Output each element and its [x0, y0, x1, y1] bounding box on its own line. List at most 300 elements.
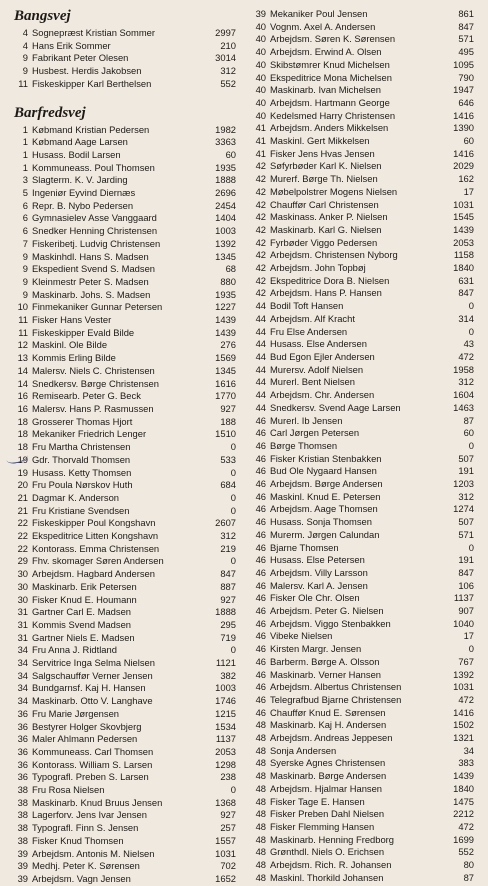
resident-name: Søfyrbøder Karl K. Nielsen — [270, 160, 382, 172]
phone-number: 312 — [220, 530, 236, 542]
phone-number: 295 — [220, 618, 236, 630]
resident-name: Møbelpolstrer Mogens Nielsen — [270, 185, 398, 197]
phone-number: 1345 — [215, 250, 236, 262]
house-number: 42 — [255, 249, 266, 261]
resident-name: Fisker Knud Thomsen — [32, 834, 124, 846]
list-item — [252, 110, 474, 123]
list-item — [252, 516, 474, 529]
resident-name: Murerl. Bent Nielsen — [270, 376, 355, 388]
house-number: 48 — [255, 782, 266, 794]
house-number: 46 — [255, 643, 266, 655]
list-item — [14, 65, 236, 78]
list-item — [14, 721, 236, 734]
phone-number: 861 — [458, 8, 474, 19]
phone-number: 3014 — [215, 52, 236, 64]
resident-name: Repr. B. Nybo Pedersen — [32, 199, 134, 211]
house-number: 1 — [22, 136, 28, 148]
phone-number: 1121 — [215, 657, 236, 669]
phone-number: 191 — [458, 465, 474, 477]
phone-number: 1404 — [215, 212, 236, 224]
list-item — [14, 314, 236, 327]
phone-number: 0 — [230, 491, 236, 503]
list-item — [252, 732, 474, 745]
list-item — [14, 530, 236, 543]
list-item — [252, 237, 474, 250]
phone-number: 0 — [230, 441, 236, 453]
phone-number: 0 — [230, 466, 236, 478]
resident-name: Malersv. Niels C. Christensen — [32, 364, 155, 376]
list-item — [252, 719, 474, 732]
list-item — [14, 428, 236, 441]
phone-number: 210 — [220, 39, 236, 51]
house-number: 46 — [255, 566, 266, 578]
resident-name: Maskinarb. Johs. S. Madsen — [32, 288, 151, 300]
house-number: 38 — [17, 834, 28, 846]
house-number: 42 — [255, 185, 266, 197]
list-item — [14, 873, 236, 886]
resident-name: Fru Else Andersen — [270, 325, 348, 337]
resident-name: Snedkersv. Svend Aage Larsen — [270, 401, 401, 413]
resident-name: Murersv. Adolf Nielsen — [270, 363, 364, 375]
phone-number: 312 — [458, 490, 474, 502]
bangsvej-list — [14, 27, 236, 91]
house-number: 42 — [255, 274, 266, 286]
list-item — [252, 376, 474, 389]
list-item — [14, 581, 236, 594]
house-number: 36 — [17, 720, 28, 732]
house-number: 39 — [17, 860, 28, 872]
phone-number: 1345 — [215, 364, 236, 376]
resident-name: Malersv. Hans P. Rasmussen — [32, 402, 154, 414]
phone-number: 1031 — [453, 198, 474, 210]
phone-number: 0 — [468, 643, 474, 655]
house-number: 48 — [255, 808, 266, 820]
phone-number: 0 — [468, 439, 474, 451]
resident-name: Salgschauffør Verner Jensen — [32, 669, 153, 681]
house-number: 46 — [255, 528, 266, 540]
house-number: 48 — [255, 821, 266, 832]
list-item — [252, 33, 474, 46]
house-number: 21 — [17, 491, 28, 503]
resident-name: Fiskeskipper Poul Kongshavn — [32, 517, 156, 529]
phone-number: 880 — [220, 275, 236, 287]
resident-name: Arbejdsm. Søren K. Sørensen — [270, 33, 396, 45]
list-item — [14, 784, 236, 797]
phone-number: 1137 — [453, 592, 474, 604]
phone-number: 507 — [458, 452, 474, 464]
resident-name: Arbejdsm. Hagbard Andersen — [32, 568, 155, 580]
phone-number: 1770 — [215, 390, 236, 402]
resident-name: Sognepræst Kristian Sommer — [32, 27, 155, 38]
house-number: 46 — [255, 554, 266, 566]
list-item — [252, 503, 474, 516]
phone-number: 314 — [458, 312, 474, 324]
phone-number: 1569 — [215, 352, 236, 364]
house-number: 41 — [255, 122, 266, 134]
house-number: 44 — [255, 300, 266, 312]
phone-number: 1699 — [453, 833, 474, 845]
resident-name: Fiskeribetj. Ludvig Christensen — [32, 237, 161, 249]
phone-number: 927 — [220, 809, 236, 821]
resident-name: Fru Poula Nørskov Huth — [32, 479, 133, 491]
phone-number: 2053 — [215, 745, 236, 757]
house-number: 41 — [255, 135, 266, 147]
list-item — [14, 390, 236, 403]
house-number: 31 — [17, 606, 28, 618]
list-item — [14, 124, 236, 137]
phone-number: 1003 — [215, 225, 236, 237]
house-number: 42 — [255, 223, 266, 235]
phone-number: 43 — [463, 338, 474, 350]
resident-name: Fisker Hans Vester — [32, 314, 112, 326]
list-item — [14, 289, 236, 302]
house-number: 42 — [255, 160, 266, 172]
phone-number: 472 — [458, 693, 474, 705]
resident-name: Arbejdsm. Chr. Andersen — [270, 389, 375, 401]
resident-name: Murerl. Ib Jensen — [270, 414, 343, 426]
phone-number: 847 — [220, 568, 236, 580]
list-item — [252, 465, 474, 478]
phone-number: 17 — [463, 185, 474, 197]
list-item — [14, 467, 236, 480]
list-item — [252, 148, 474, 161]
house-number: 46 — [255, 681, 266, 693]
list-item — [252, 491, 474, 504]
list-item — [14, 212, 236, 225]
phone-number: 847 — [458, 20, 474, 32]
phone-number: 1416 — [453, 109, 474, 121]
house-number: 5 — [22, 187, 28, 199]
house-number: 9 — [22, 288, 28, 300]
house-number: 48 — [255, 757, 266, 769]
phone-number: 162 — [458, 173, 474, 185]
resident-name: Typografl. Preben S. Larsen — [32, 771, 149, 783]
resident-name: Chauffør Knud E. Sørensen — [270, 706, 386, 718]
house-number: 38 — [17, 784, 28, 796]
resident-name: Grosserer Thomas Hjort — [32, 415, 133, 427]
resident-name: Kommuneass. Carl Thomsen — [32, 745, 154, 757]
resident-name: Fisker Preben Dahl Nielsen — [270, 808, 385, 820]
house-number: 39 — [255, 8, 266, 19]
phone-number: 472 — [458, 350, 474, 362]
house-number: 46 — [255, 427, 266, 439]
resident-name: Vognm. Axel A. Andersen — [270, 20, 376, 32]
resident-name: Børge Thomsen — [270, 439, 338, 451]
list-item — [252, 846, 474, 859]
house-number: 1 — [22, 161, 28, 173]
resident-name: Kommis Svend Madsen — [32, 618, 132, 630]
list-item — [252, 796, 474, 809]
list-item — [252, 275, 474, 288]
list-item — [252, 770, 474, 783]
resident-name: Købmand Kristian Pedersen — [32, 123, 150, 135]
resident-name: Remisearb. Peter G. Beck — [32, 390, 141, 402]
list-item — [14, 555, 236, 568]
list-item — [252, 567, 474, 580]
list-item — [252, 630, 474, 643]
phone-number: 312 — [458, 376, 474, 388]
phone-number: 2997 — [215, 27, 236, 38]
resident-name: Telegrafbud Bjarne Christensen — [270, 693, 402, 705]
list-item — [14, 505, 236, 518]
list-item — [14, 403, 236, 416]
phone-number: 847 — [458, 566, 474, 578]
phone-number: 1003 — [215, 682, 236, 694]
house-number: 12 — [17, 339, 28, 351]
phone-number: 1947 — [453, 84, 474, 96]
list-item — [252, 402, 474, 415]
house-number: 10 — [17, 301, 28, 313]
resident-name: Hans Erik Sommer — [32, 39, 111, 51]
house-number: 21 — [17, 504, 28, 516]
house-number: 40 — [255, 33, 266, 45]
resident-name: Maskinarb. Verner Hansen — [270, 668, 381, 680]
house-number: 9 — [22, 250, 28, 262]
house-number: 44 — [255, 363, 266, 375]
house-number: 11 — [18, 314, 28, 326]
house-number: 46 — [255, 414, 266, 426]
house-number: 30 — [17, 580, 28, 592]
resident-name: Maskinarb. Henning Fredborg — [270, 833, 395, 845]
phone-number: 60 — [463, 135, 474, 147]
house-number: 46 — [255, 541, 266, 553]
house-number: 30 — [17, 568, 28, 580]
phone-number: 552 — [220, 77, 236, 89]
list-item — [252, 694, 474, 707]
phone-number: 1040 — [453, 617, 474, 629]
phone-number: 1203 — [453, 478, 474, 490]
list-item — [14, 162, 236, 175]
house-number: 48 — [255, 846, 266, 858]
house-number: 40 — [255, 71, 266, 83]
resident-name: Arbejdsm. Villy Larsson — [270, 566, 368, 578]
phone-number: 87 — [463, 414, 474, 426]
resident-name: Arbejdsm. Vagn Jensen — [32, 873, 131, 884]
list-item — [252, 313, 474, 326]
list-item — [252, 97, 474, 110]
list-item — [252, 59, 474, 72]
resident-name: Fisker Kristian Stenbakken — [270, 452, 382, 464]
phone-number: 1031 — [453, 681, 474, 693]
house-number: 34 — [17, 682, 28, 694]
phone-number: 1935 — [215, 288, 236, 300]
house-number: 40 — [255, 96, 266, 108]
list-item — [252, 224, 474, 237]
list-item — [252, 72, 474, 85]
resident-name: Arbejdsm. Aage Thomsen — [270, 503, 378, 515]
phone-number: 684 — [220, 479, 236, 491]
phone-number: 1215 — [215, 707, 236, 719]
house-number: 36 — [17, 758, 28, 770]
resident-name: Maskinarb. Knud Bruus Jensen — [32, 796, 163, 808]
phone-number: 1840 — [453, 782, 474, 794]
phone-number: 1392 — [453, 668, 474, 680]
list-item — [14, 27, 236, 40]
list-item — [252, 173, 474, 186]
phone-number: 188 — [220, 415, 236, 427]
list-item — [252, 681, 474, 694]
list-item — [252, 287, 474, 300]
resident-name: Gymnasielev Asse Vanggaard — [32, 212, 157, 224]
resident-name: Maskinl. Thorkild Johansen — [270, 871, 384, 883]
resident-name: Maskinarb. Ivan Michelsen — [270, 84, 381, 96]
phone-number: 1368 — [215, 796, 236, 808]
house-number: 46 — [255, 668, 266, 680]
phone-number: 1840 — [453, 262, 474, 274]
phone-number: 1439 — [453, 223, 474, 235]
phone-number: 495 — [458, 46, 474, 58]
house-number: 6 — [22, 212, 28, 224]
house-number: 48 — [255, 833, 266, 845]
resident-name: Maskinarb. Kaj H. Andersen — [270, 719, 387, 731]
list-item — [14, 517, 236, 530]
resident-name: Malersv. Karl A. Jensen — [270, 579, 368, 591]
house-number: 7 — [22, 237, 28, 249]
house-number: 9 — [22, 65, 28, 77]
phone-number: 702 — [220, 860, 236, 872]
resident-name: Arbejdsm. Børge Andersen — [270, 478, 383, 490]
list-item — [252, 351, 474, 364]
resident-name: Husass. Else Andersen — [270, 338, 367, 350]
list-item — [14, 670, 236, 683]
phone-number: 2212 — [453, 808, 474, 820]
list-item — [252, 186, 474, 199]
list-item — [252, 338, 474, 351]
house-number: 36 — [17, 707, 28, 719]
phone-number: 0 — [468, 541, 474, 553]
house-number: 38 — [17, 796, 28, 808]
phone-number: 1095 — [453, 58, 474, 70]
house-number: 16 — [17, 390, 28, 402]
list-item — [252, 8, 474, 21]
phone-number: 1935 — [215, 161, 236, 173]
house-number: 44 — [255, 389, 266, 401]
resident-name: Ekspeditrice Mona Michelsen — [270, 71, 392, 83]
house-number: 42 — [255, 211, 266, 223]
list-item — [14, 708, 236, 721]
list-item — [252, 160, 474, 173]
resident-name: Ingeniør Eyvind Diernæs — [32, 187, 136, 199]
list-item — [14, 771, 236, 784]
house-number: 48 — [255, 871, 266, 883]
resident-name: Snedker Henning Christensen — [32, 225, 158, 237]
phone-number: 790 — [458, 71, 474, 83]
house-number: 42 — [255, 287, 266, 299]
resident-name: Maskinarb. Otto V. Langhave — [32, 695, 153, 707]
list-item — [14, 378, 236, 391]
resident-name: Grønthdl. Niels O. Erichsen — [270, 846, 385, 858]
house-number: 4 — [22, 27, 28, 38]
phone-number: 507 — [458, 516, 474, 528]
house-number: 44 — [255, 338, 266, 350]
street-heading-barfredsvej: Barfredsvej — [14, 104, 86, 121]
list-item — [14, 695, 236, 708]
house-number: 48 — [255, 795, 266, 807]
house-number: 36 — [17, 745, 28, 757]
resident-name: Ekspedient Svend S. Madsen — [32, 263, 155, 275]
phone-number: 2607 — [215, 517, 236, 529]
list-item — [252, 605, 474, 618]
right-column — [252, 8, 474, 885]
resident-name: Husbest. Herdis Jakobsen — [32, 65, 142, 77]
resident-name: Fru Anna J. Ridtland — [32, 644, 117, 656]
phone-number: 1158 — [453, 249, 474, 261]
house-number: 34 — [17, 644, 28, 656]
list-item — [14, 479, 236, 492]
resident-name: Bud Egon Ejler Andersen — [270, 350, 375, 362]
house-number: 9 — [22, 52, 28, 64]
phone-number: 382 — [220, 669, 236, 681]
phone-number: 1888 — [215, 606, 236, 618]
house-number: 18 — [17, 441, 28, 453]
house-number: 3 — [22, 174, 28, 186]
resident-name: Kirsten Margr. Jensen — [270, 643, 362, 655]
house-number: 34 — [17, 695, 28, 707]
list-item — [14, 797, 236, 810]
resident-name: Slagterm. K. V. Jarding — [32, 174, 128, 186]
phone-number: 34 — [463, 744, 474, 756]
house-number: 34 — [17, 669, 28, 681]
house-number: 41 — [255, 147, 266, 159]
phone-number: 87 — [463, 871, 474, 883]
resident-name: Arbejdsm. Rich. R. Johansen — [270, 859, 392, 871]
phone-number: 1746 — [215, 695, 236, 707]
phone-number: 191 — [458, 554, 474, 566]
resident-name: Vibeke Nielsen — [270, 630, 333, 642]
resident-name: Fiskeskipper Evald Bilde — [32, 326, 135, 338]
resident-name: Mekaniker Friedrich Lenger — [32, 428, 147, 440]
phone-number: 1616 — [215, 377, 236, 389]
phone-number: 276 — [220, 339, 236, 351]
phone-number: 1557 — [215, 834, 236, 846]
list-item — [14, 339, 236, 352]
resident-name: Arbejdsm. Antonis M. Nielsen — [32, 847, 155, 859]
resident-name: Arbejdsm. Anders Mikkelsen — [270, 122, 389, 134]
resident-name: Arbejdsm. Albertus Christensen — [270, 681, 402, 693]
phone-number: 1604 — [453, 389, 474, 401]
phone-number: 1982 — [215, 123, 236, 135]
phone-number: 2696 — [215, 187, 236, 199]
house-number: 38 — [17, 809, 28, 821]
resident-name: Fyrbøder Viggo Pedersen — [270, 236, 378, 248]
resident-name: Husass. Ketty Thomsen — [32, 466, 132, 478]
list-item — [14, 301, 236, 314]
house-number: 13 — [17, 352, 28, 364]
list-item — [252, 46, 474, 59]
house-number: 29 — [17, 555, 28, 567]
phone-number: 0 — [468, 300, 474, 312]
house-number: 46 — [255, 439, 266, 451]
list-item — [252, 821, 474, 834]
house-number: 19 — [17, 466, 28, 478]
house-number: 46 — [255, 605, 266, 617]
house-number: 19 — [17, 453, 28, 465]
phone-number: 646 — [458, 96, 474, 108]
house-number: 40 — [255, 46, 266, 58]
phone-number: 238 — [220, 771, 236, 783]
phone-number: 1321 — [453, 732, 474, 744]
left-column — [14, 8, 236, 886]
list-item — [14, 454, 236, 467]
house-number: 6 — [22, 199, 28, 211]
list-item — [252, 745, 474, 758]
resident-name: Maskinhdl. Hans S. Madsen — [32, 250, 149, 262]
list-item — [14, 835, 236, 848]
barfredsvej-list — [14, 124, 236, 886]
list-item — [252, 211, 474, 224]
list-item — [252, 656, 474, 669]
resident-name: Fisker Jens Hvas Jensen — [270, 147, 375, 159]
